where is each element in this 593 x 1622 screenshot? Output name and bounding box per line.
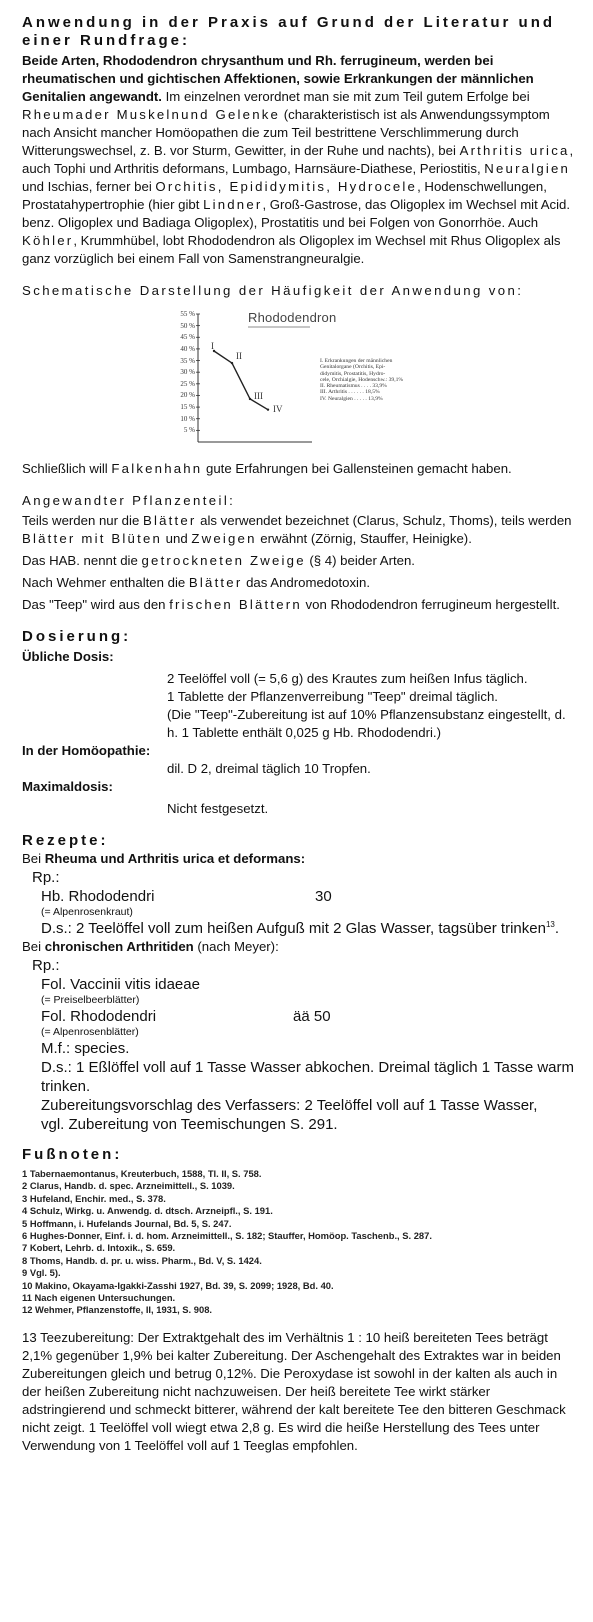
footnote-ref: 13 <box>545 920 555 929</box>
rezept-ds <box>41 919 575 938</box>
dose-label-ueblich: Übliche Dosis: <box>22 649 114 664</box>
pflanzenteil-p3 <box>22 574 575 592</box>
legend-entry: Genitalorgane (Orchitis, Epi- <box>320 364 386 371</box>
pt-spaced: frischen Blättern <box>169 597 302 612</box>
y-tick-label: 35 % <box>180 356 195 365</box>
pt-text: (§ 4) beider Arten. <box>305 553 415 568</box>
rezept-1-intro <box>22 850 575 868</box>
falkenhahn-name: Falkenhahn <box>111 461 203 476</box>
point-label: IV <box>273 403 283 414</box>
rezept-item <box>41 1007 575 1026</box>
rezept-intro-text: Bei <box>22 851 45 866</box>
falkenhahn-paragraph <box>22 460 575 478</box>
footnote-item: 10 Makino, Okayama-Igakki-Zasshi 1927, Bd. 39, S. 2099; 1928, Bd. 40. <box>22 1279 334 1291</box>
intro-text: , auch Tophi und Arthritis deformans, Lumbago, Harnsäure-Diathese, Periostitis, <box>22 143 574 176</box>
rezept-vorschlag: Zubereitungsvorschlag des Verfassers: 2 Teelöffel voll auf 1 Tasse Wasser, <box>41 1097 538 1114</box>
rezept-1 <box>22 850 575 938</box>
data-point <box>231 362 233 364</box>
y-tick-label: 50 % <box>180 321 195 330</box>
footnote-13: 13 Teezubereitung: Der Extraktgehalt des im Verhältnis 1 : 10 heiß bereiteten Tees beträgt 2,1% gegenüber 1,9% bei kalter Zubereitung. Der Aschengehalt des Extraktes war in beiden Zubereitungen gleich und betrug 0,12%. Die Peroxydase ist sowohl in der kalten als auch in der heißen Zubereitung nicht nachzuweisen. Der heiß bereitete Tee wirkt stärker adstringierend und schmeckt bitterer, während der kalt bereitete Tee den bitteren Geschmack nicht zeigt. 1 Teelöffel voll wiegt etwa 2,8 g. Es wird die heiße Herstellung des Tees unter Verwendung von 1 Teelöffel voll auf 1 Teeglas empfohlen. <box>22 1329 566 1453</box>
rezept-2-body <box>41 975 575 1134</box>
pt-spaced: Blätter <box>188 575 243 590</box>
rezept-ds: D.s.: 1 Eßlöffel voll auf 1 Tasse Wasser abkochen. Dreimal täglich 1 Tasse warm trinken. <box>41 1059 575 1095</box>
rezept-ds-end: . <box>554 920 560 937</box>
y-tick-label: 15 % <box>180 403 195 412</box>
pt-text: von Rhododendron ferrugineum hergestellt. <box>301 597 560 612</box>
intro-paragraph <box>22 52 575 268</box>
intro-text: , Hodenschwellungen, Prostatahypertrophie (hier gibt <box>22 179 547 212</box>
data-point <box>267 408 269 410</box>
rezept-item-name: Fol. Rhododendri <box>41 1008 157 1025</box>
chart-title: Rhododendron <box>248 310 337 325</box>
y-tick-label: 40 % <box>180 344 195 353</box>
rezept-intro-bold: Rheuma und Arthritis urica et deformans: <box>44 851 306 866</box>
pflanzenteil-p4 <box>22 596 575 614</box>
rezept-item <box>41 887 575 906</box>
footnote-list <box>22 1168 575 1317</box>
data-point <box>249 398 251 400</box>
footnote-item: 5 Hoffmann, i. Hufelands Journal, Bd. 5, S. 247. <box>22 1217 232 1229</box>
intro-spaced-term: Neuralgien <box>484 161 571 176</box>
legend-entry: cele, Orchialgie, Hodenschw.: 39,1% <box>320 376 404 383</box>
pflanzenteil-heading: Angewandter Pflanzenteil: <box>22 493 236 508</box>
intro-text: und Ischias, ferner bei <box>22 179 156 194</box>
dose-text-homoeopathie: dil. D 2, dreimal täglich 10 Tropfen. <box>167 761 371 776</box>
falkenhahn-text: Schließlich will <box>22 461 112 476</box>
rezepte-heading: Rezepte: <box>22 832 109 849</box>
rezept-1-body <box>41 887 575 938</box>
pflanzenteil-p1 <box>22 512 575 548</box>
pt-text: Das HAB. nennt die <box>22 553 142 568</box>
footnote-item: 11 Nach eigenen Untersuchungen. <box>22 1292 176 1304</box>
rezept-mf: M.f.: species. <box>41 1040 130 1057</box>
intro-text: , Krummhübel, lobt Rhododendron als Oligoplex im Wechsel mit Rhus Oligoplex als ganz vorzüglich bei einem Fall von Samenstrangneuralgie. <box>22 233 561 266</box>
pt-text: Das "Teep" wird aus den <box>22 597 170 612</box>
rezept-2-intro <box>22 938 575 956</box>
y-tick-label: 55 % <box>180 310 195 318</box>
footnote-item: 12 Wehmer, Pflanzenstoffe, II, 1931, S. 908. <box>22 1304 213 1316</box>
footnote-item: 7 Kobert, Lehrb. d. Intoxik., S. 659. <box>22 1242 176 1254</box>
intro-spaced-term: Köhler <box>22 233 74 248</box>
rezept-item: Fol. Vaccinii vitis idaeae <box>41 976 200 993</box>
dose-line: 1 Tablette der Pflanzenverreibung "Teep" dreimal täglich. <box>167 689 498 704</box>
pt-spaced: Zweigen <box>191 531 257 546</box>
pt-text: das Andromedotoxin. <box>242 575 370 590</box>
rezept-rp: Rp.: <box>32 957 60 974</box>
rezept-rp: Rp.: <box>32 869 60 886</box>
y-tick-label: 10 % <box>180 414 195 423</box>
pflanzenteil-p2 <box>22 552 575 570</box>
rezept-2 <box>22 938 575 1134</box>
footnote-item: 9 Vgl. 5). <box>22 1267 61 1279</box>
footnote-item: 8 Thoms, Handb. d. pr. u. wiss. Pharm., Bd. V, S. 1424. <box>22 1254 262 1266</box>
rezept-item-name: Hb. Rhododendri <box>41 888 155 905</box>
intro-text: , Groß-Gastrose, das Oligoplex im Wechsel mit Acid. benz. Oligoplex und Badiaga Oligoplex), Prostatitis und bei Folgen von Gonorrhöe. Auch <box>22 197 571 230</box>
point-label: III <box>254 390 263 401</box>
footnote-item: 1 Tabernaemontanus, Kreuterbuch, 1588, Tl. II, S. 758. <box>22 1168 262 1179</box>
rezept-intro-text: (nach Meyer): <box>193 939 279 954</box>
frequency-chart <box>162 306 450 454</box>
fussnoten-heading: Fußnoten: <box>22 1146 123 1163</box>
rezept-synonym: (= Alpenrosenblätter) <box>41 1026 139 1038</box>
intro-text: Im einzelnen verordnet man sie mit zum Teil gutem Erfolge bei <box>161 89 530 104</box>
pt-text: Teils werden nur die <box>22 513 143 528</box>
footnote-item: 2 Clarus, Handb. d. spec. Arzneimittell., S. 1039. <box>22 1180 235 1192</box>
point-label: II <box>236 351 242 362</box>
y-tick-label: 45 % <box>180 333 195 342</box>
intro-bold: Beide Arten, Rhododendron chrysanthum und Rh. ferrugineum, werden bei rheumatischen und gichtischen Affektionen, sowie Erkrankungen der männlichen Genitalien angewandt. <box>22 53 534 104</box>
intro-spaced-term: Lindner <box>203 197 263 212</box>
pt-spaced: getrockneten Zweige <box>141 553 306 568</box>
rezept-synonym: (= Preiselbeerblätter) <box>41 994 140 1006</box>
rezept-item-amount: 30 <box>315 888 332 905</box>
y-tick-label: 30 % <box>180 368 195 377</box>
intro-spaced-term: Arthritis urica <box>459 143 570 158</box>
legend-entry: I. Erkrankungen der männlichen <box>320 358 393 364</box>
pt-spaced: Blätter mit Blüten <box>22 531 163 546</box>
intro-spaced-term: Rheumader Muskelnund Gelenke <box>22 107 281 122</box>
pt-text: und <box>162 531 192 546</box>
intro-text: (charakteristisch ist als Anwendungssymptom nach Ansicht mancher Homöopathen die zum Teil bestrittene Verschlimmerung durch Witterungswechsel, z. B. vor Sturm, Gewitter, in der Ruhe und nachts), bei <box>22 107 550 158</box>
footnote-item: 3 Hufeland, Enchir. med., S. 378. <box>22 1192 166 1204</box>
y-tick-label: 25 % <box>180 379 195 388</box>
pt-text: erwähnt (Zörnig, Stauffer, Heinigke). <box>256 531 472 546</box>
dose-line: (Die "Teep"-Zubereitung ist auf 10% Pflanzensubstanz eingestellt, d. h. 1 Tablette enthält 0,025 g Hb. Rhododendri.) <box>167 707 566 740</box>
pt-spaced: Blätter <box>142 513 197 528</box>
heading-anwendung: Anwendung in der Praxis auf Grund der Literatur und einer Rundfrage: <box>22 14 556 49</box>
legend-entry: II. Rheumatismus . . . . 33,9% <box>320 383 387 390</box>
rezept-vgl: vgl. Zubereitung von Teemischungen S. 291. <box>41 1116 338 1133</box>
chart-legend <box>320 358 450 402</box>
footnote-item: 4 Schulz, Wirkg. u. Anwendg. d. dtsch. Arzneipfl., S. 191. <box>22 1205 273 1217</box>
dose-text-ueblich <box>167 670 575 742</box>
dosierung-heading: Dosierung: <box>22 628 132 645</box>
point-label: I <box>211 341 214 351</box>
legend-entry: IV. Neuralgien . . . . . 13,9% <box>320 395 383 402</box>
rezept-synonym: (= Alpenrosenkraut) <box>41 906 133 918</box>
dose-label-max: Maximaldosis: <box>22 779 113 794</box>
pt-text: Nach Wehmer enthalten die <box>22 575 189 590</box>
dose-line: 2 Teelöffel voll (= 5,6 g) des Krautes zum heißen Infus täglich. <box>167 671 528 686</box>
legend-entry: III. Arthritis . . . . . . 18,5% <box>320 389 380 396</box>
y-tick-label: 20 % <box>180 391 195 400</box>
intro-spaced-term: Orchitis, Epididymitis, Hydrocele <box>155 179 418 194</box>
y-tick-label: 5 % <box>183 426 195 435</box>
dose-label-homoeopathie: In der Homöopathie: <box>22 743 151 758</box>
schema-heading: Schematische Darstellung der Häufigkeit der Anwendung von: <box>22 283 524 298</box>
rezept-item-amount: ää 50 <box>293 1008 331 1025</box>
dose-text-max: Nicht festgesetzt. <box>167 801 269 816</box>
legend-entry: didymitis, Prostatitis, Hydro- <box>320 370 386 377</box>
rezept-intro-text: Bei <box>22 939 45 954</box>
falkenhahn-text: gute Erfahrungen bei Gallensteinen gemacht haben. <box>202 461 512 476</box>
pt-text: als verwendet bezeichnet (Clarus, Schulz, Thoms), teils werden <box>196 513 572 528</box>
rezept-intro-bold: chronischen Arthritiden <box>44 939 194 954</box>
footnote-item: 6 Hughes-Donner, Einf. i. d. hom. Arzneimittell., S. 182; Stauffer, Homöop. Taschenb., S. 287. <box>22 1230 432 1242</box>
rezept-ds-text: D.s.: 2 Teelöffel voll zum heißen Aufguß mit 2 Glas Wasser, tagsüber trinken <box>41 920 546 937</box>
